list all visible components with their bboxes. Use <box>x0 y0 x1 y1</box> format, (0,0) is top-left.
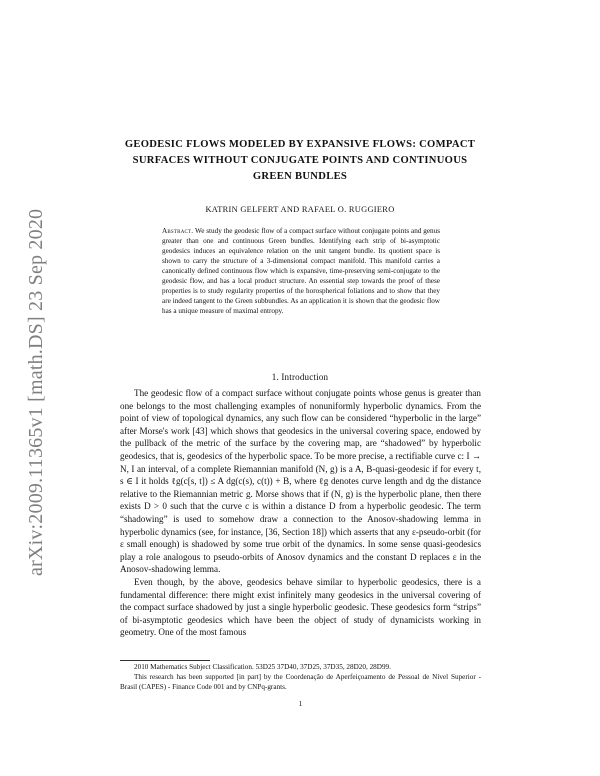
page-number: 1 <box>298 699 303 708</box>
footnote-rule <box>120 660 210 661</box>
footnotes <box>120 663 481 692</box>
paper-authors: KATRIN GELFERT AND RAFAEL O. RUGGIERO <box>205 205 395 214</box>
abstract-text: We study the geodesic flow of a compact surface without conjugate points and genus greater than one and continuous Green bundles. Identifying each strip of bi-asymptotic geodesics induces an equivalence relation on the unit tangent bundle. Its quotient space is shown to carry the structure of a 3-dimensional compact manifold. This manifold carries a canonically defined continuous flow which is expansive, time-preserving semi-conjugate to the geodesic flow, and has a local product structure. An essential step towards the proof of these properties is to study regularity properties of the horospherical foliations and to show that they are indeed tangent to the Green subbundles. As an application it is shown that the geodesic flow has a unique measure of maximal entropy. <box>162 227 440 315</box>
footnote-funding: This research has been supported [in part] by the Coordenação de Aperfeiçoamento de Pessoal de Nível Superior - Brasil (CAPES) - Finance Code 001 and by CNPq-grants. <box>120 672 481 691</box>
paper-title: GEODESIC FLOWS MODELED BY EXPANSIVE FLOWS: COMPACT SURFACES WITHOUT CONJUGATE POINTS AND CONTINUOUS GREEN BUNDLES <box>124 139 476 182</box>
footnote-msc: 2010 Mathematics Subject Classification. 53D25 37D40, 37D25, 37D35, 28D20, 28D99. <box>134 663 391 671</box>
paragraph: Even though, by the above, geodesics behave similar to hyperbolic geodesics, there is a fundamental difference: there might exist infinitely many geodesics in the universal covering of the compact surface shadowed by just a single hyperbolic geodesic. These geodesics form “strips” of bi-asymptotic geodesics which have been the object of study of dynamicists working in geometry. One of the most famous <box>120 576 481 638</box>
body-text <box>120 387 481 639</box>
abstract-label: Abstract. <box>162 227 194 235</box>
section-title: 1. Introduction <box>271 372 329 382</box>
abstract <box>162 226 440 316</box>
arxiv-identifier: arXiv:2009.11365v1 [math.DS] 23 Sep 2020 <box>25 208 47 576</box>
paragraph: The geodesic flow of a compact surface without conjugate points whose genus is greater than one belongs to the most challenging examples of nonuniformly hyperbolic dynamics. From the point of view of topological dynamics, any such flow can be considered “hyperbolic in the large” after Morse's work [43] which shows that geodesics in the universal covering space, endowed by the pullback of the metric of the surface by the covering map, are “shadowed” by hyperbolic geodesics, that is, geodesics of the hyperbolic space. To be more precise, a rectifiable curve c: I → N, I an interval, of a complete Riemannian manifold (N, g) is a A, B-quasi-geodesic if for every t, s ∈ I it holds ℓg(c[s, t]) ≤ A dg(c(s), c(t)) + B, where ℓg denotes curve length and dg the distance relative to the Riemannian metric g. Morse shows that if (N, g) is the hyperbolic plane, then there exists D > 0 such that the curve c is within a distance D from a hyperbolic geodesic. The term “shadowing” is used to somehow draw a connection to the Anosov-shadowing lemma in hyperbolic dynamics (see, for instance, [36, Section 18]) which asserts that any ε-pseudo-orbit (for ε small enough) is shadowed by some true orbit of the dynamics. In some sense quasi-geodesics play a role analogous to pseudo-orbits of Anosov dynamics and the constant D replaces ε in the Anosov-shadowing lemma. <box>120 388 481 575</box>
